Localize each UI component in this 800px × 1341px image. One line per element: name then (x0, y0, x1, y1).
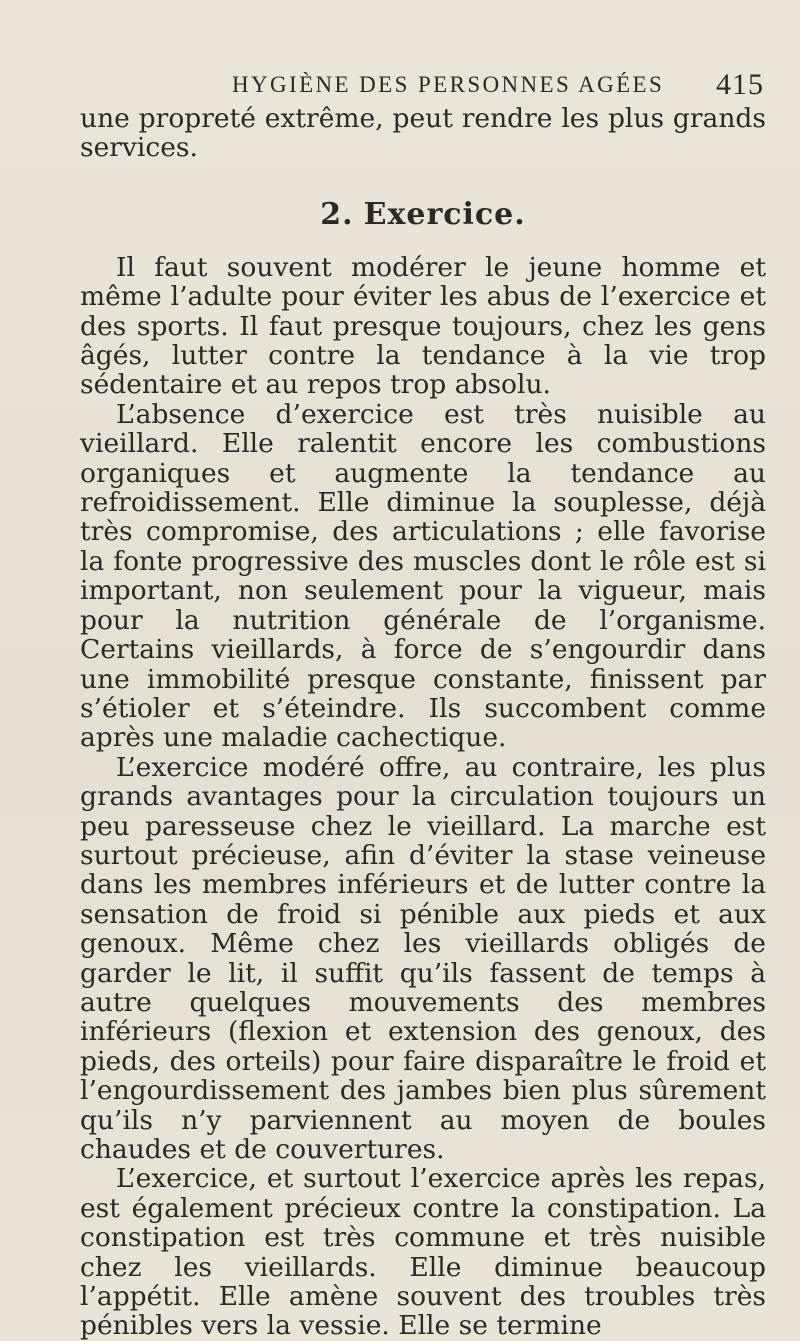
section-heading (80, 197, 766, 233)
paragraph: L’exercice modéré offre, au contraire, les plus grands avantages pour la circulation toujours un peu paresseuse chez le vieillard. La marche est surtout précieuse, afin d’éviter la stase veineuse dans les membres inférieurs et de lutter contre la sensation de froid si pénible aux pieds et aux genoux. Même chez les vieillards obligés de garder le lit, il suffit qu’ils fassent de temps à autre quelques mouvements des membres inférieurs (flexion et extension des genoux, des pieds, des orteils) pour faire disparaître le froid et l’engourdissement des jambes bien plus sûrement qu’ils n’y parviennent au moyen de boules chaudes et de couvertures. (80, 751, 766, 1165)
continued-paragraph: une propreté extrême, peut rendre les plus grands services. (80, 103, 766, 164)
running-title: HYGIÈNE DES PERSONNES AGÉES (232, 72, 665, 97)
page-number: 415 (716, 68, 764, 101)
section-title: Exercice. (363, 196, 526, 232)
paragraph: L’exercice, et surtout l’exercice après les repas, est également précieux contre la constipation. La constipation est très commune et très nuisible chez les vieillards. Elle diminue beaucoup l’appétit. Elle amène souvent des troubles très pénibles vers la vessie. Elle se termine (80, 1163, 766, 1341)
section-number: 2. (320, 196, 354, 232)
paragraph: L’absence d’exercice est très nuisible au vieillard. Elle ralentit encore les combustions organiques et augmente la tendance au refroidissement. Elle diminue la souplesse, déjà très compromise, des articulations ; elle favorise la fonte progressive des muscles dont le rôle est si important, non seulement pour la vigueur, mais pour la nutrition générale de l’organisme. Certains vieillards, à force de s’engourdir dans une immobilité presque constante, finissent par s’étioler et s’éteindre. Ils succombent comme après une maladie cachectique. (80, 398, 766, 754)
paragraph: Il faut souvent modérer le jeune homme et même l’adulte pour éviter les abus de l’exercice et des sports. Il faut presque toujours, chez les gens âgés, lutter contre la tendance à la vie trop sédentaire et au repos trop absolu. (80, 251, 766, 401)
body-text (80, 104, 766, 1341)
